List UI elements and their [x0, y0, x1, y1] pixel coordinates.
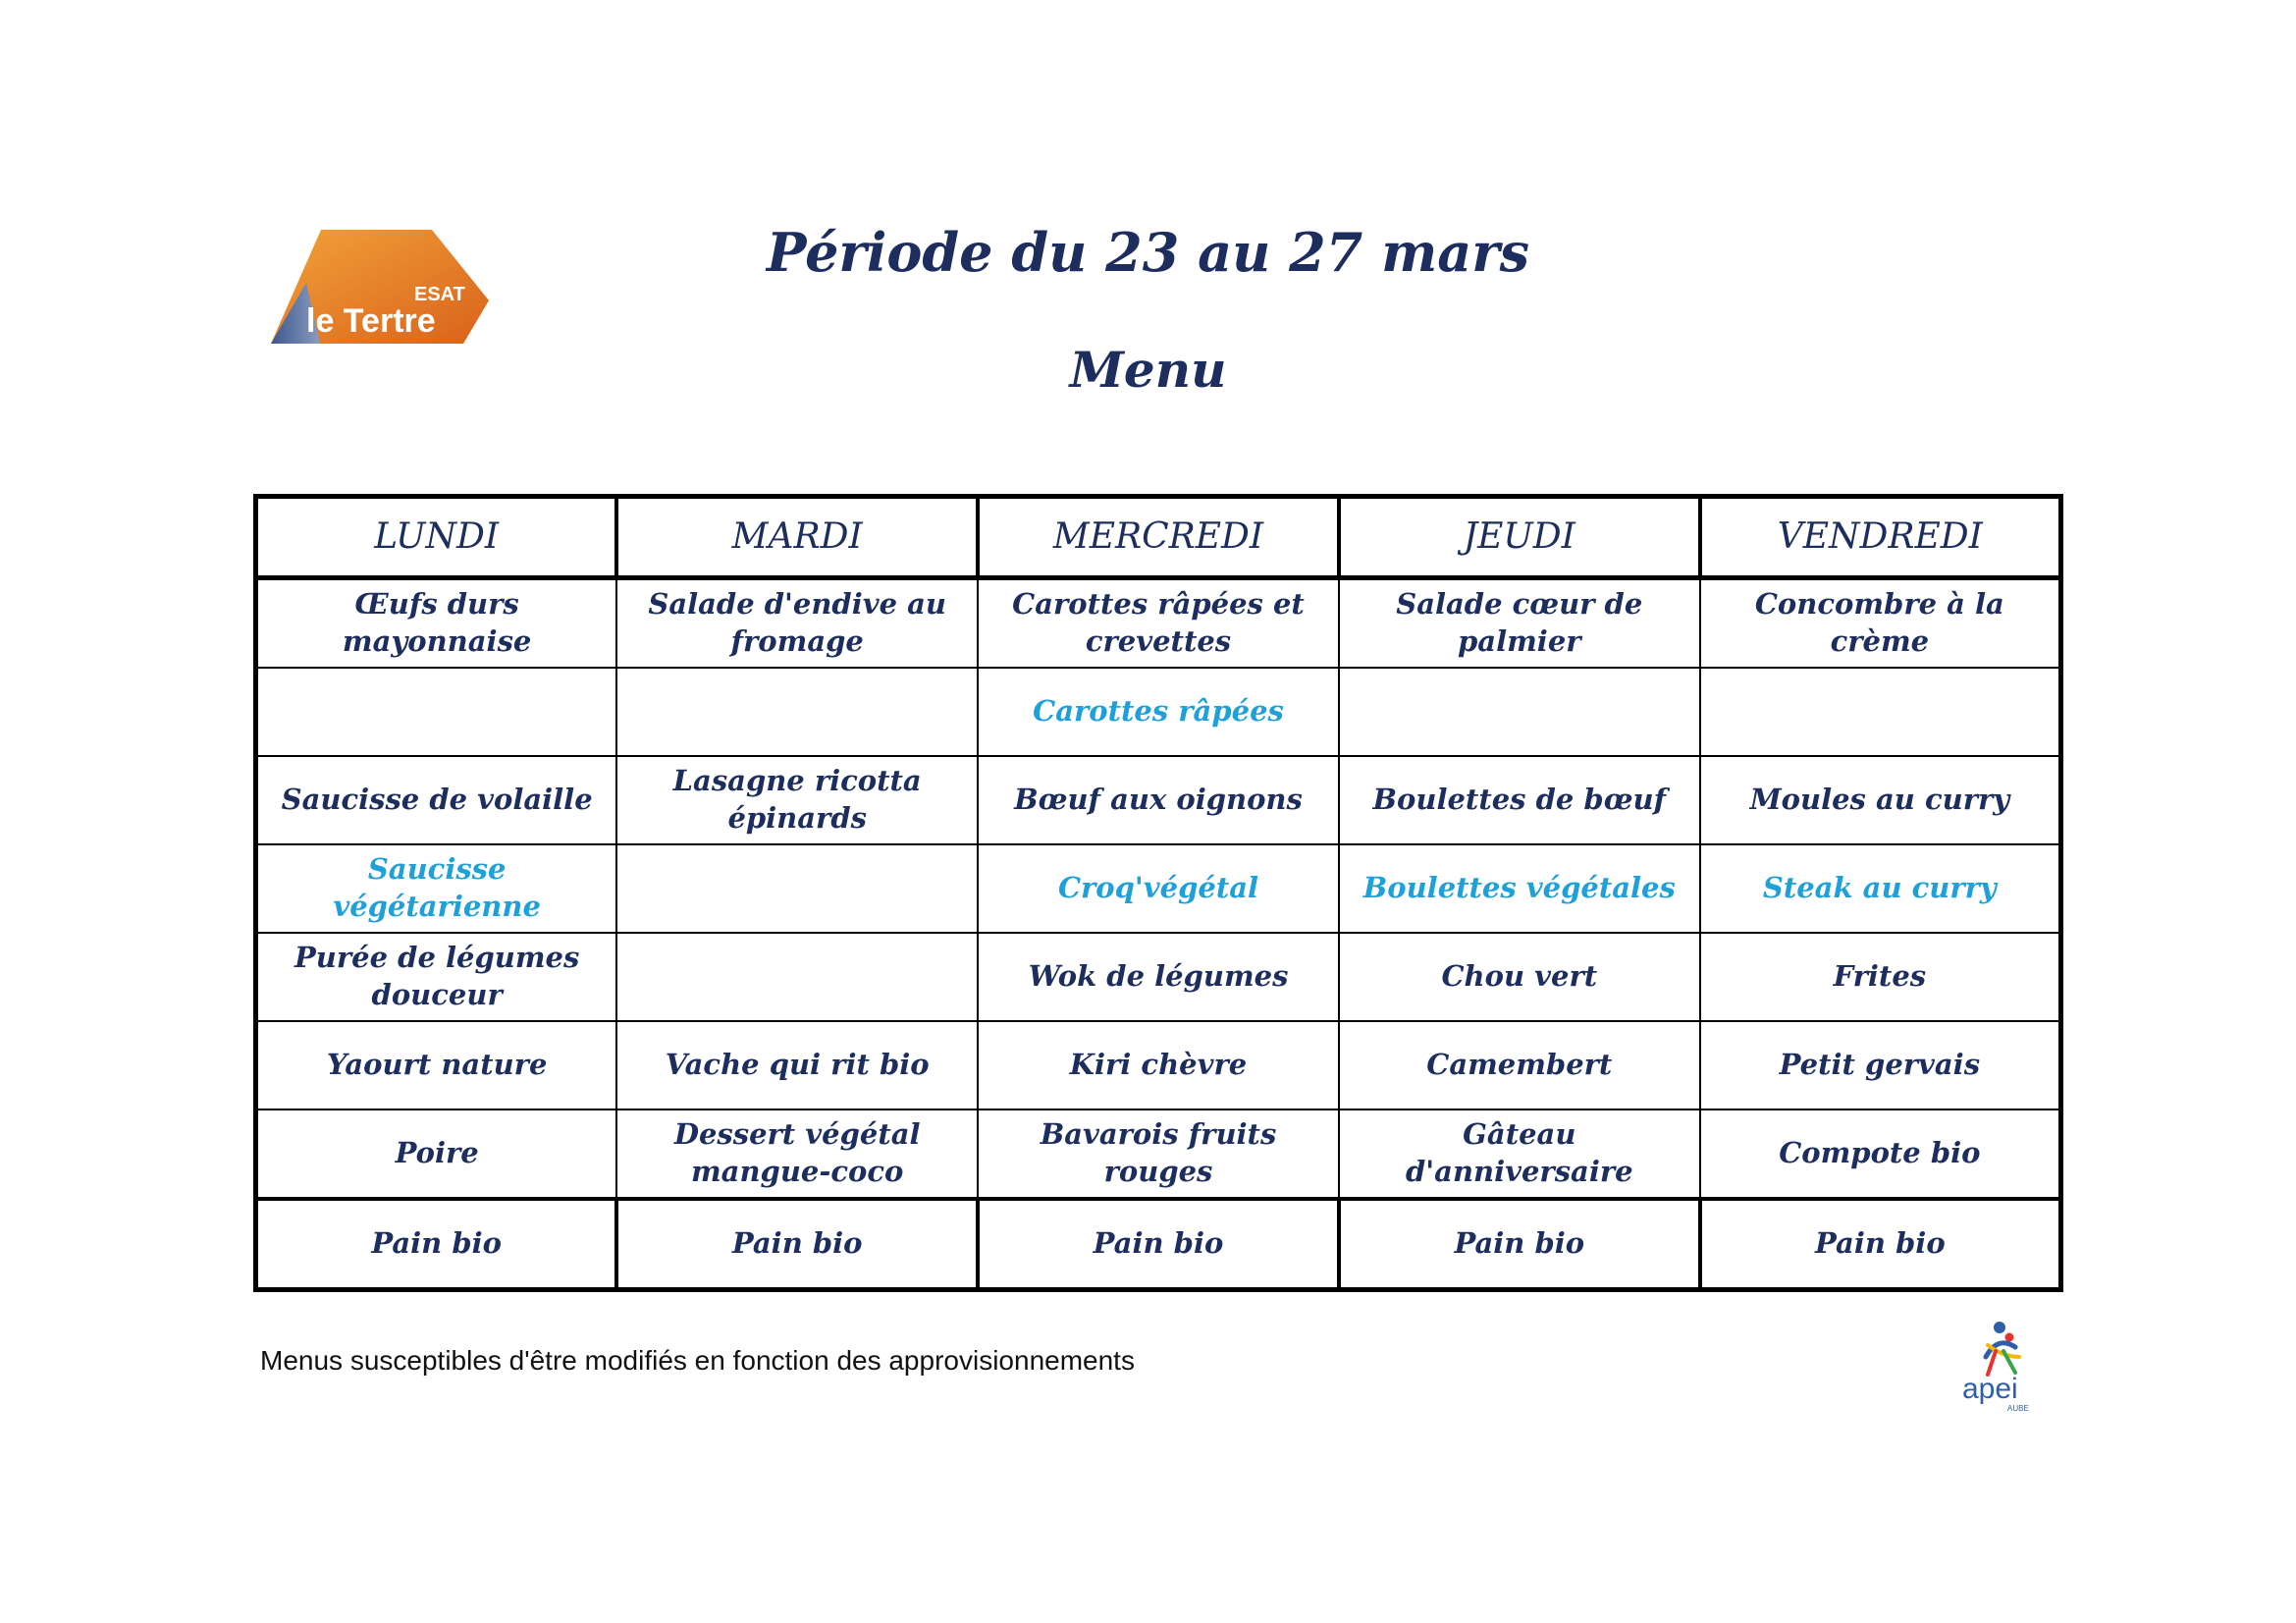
menu-cell: Yaourt nature	[256, 1021, 617, 1109]
menu-cell: Salade d'endive au fromage	[616, 578, 978, 669]
day-header-row	[256, 497, 2061, 578]
period-title: Période du 23 au 27 mars	[766, 221, 1530, 284]
menu-cell: Wok de légumes	[978, 933, 1339, 1021]
supply-disclaimer-note: Menus susceptibles d'être modifiés en fonction des approvisionnements	[260, 1345, 1135, 1376]
main-row	[256, 756, 2061, 844]
menu-cell: Compote bio	[1700, 1109, 2061, 1199]
menu-cell: Pain bio	[1339, 1199, 1700, 1290]
menu-cell-veg	[1700, 668, 2061, 756]
header-lundi: LUNDI	[256, 497, 617, 578]
starter-row	[256, 578, 2061, 669]
header-vendredi: VENDREDI	[1700, 497, 2061, 578]
menu-cell: Pain bio	[1700, 1199, 2061, 1290]
menu-cell: Vache qui rit bio	[616, 1021, 978, 1109]
menu-cell: Dessert végétal mangue-coco	[616, 1109, 978, 1199]
menu-cell: Œufs durs mayonnaise	[256, 578, 617, 669]
starter-veg-row	[256, 668, 2061, 756]
svg-text:AUBE: AUBE	[2007, 1404, 2029, 1413]
dairy-row	[256, 1021, 2061, 1109]
menu-cell: Pain bio	[616, 1199, 978, 1290]
menu-cell: Chou vert	[1339, 933, 1700, 1021]
side-row	[256, 933, 2061, 1021]
menu-cell-veg	[256, 668, 617, 756]
menu-cell: Concombre à la crème	[1700, 578, 2061, 669]
menu-cell-veg	[616, 844, 978, 933]
menu-cell: Salade cœur de palmier	[1339, 578, 1700, 669]
menu-cell-veg: Steak au curry	[1700, 844, 2061, 933]
menu-cell: Petit gervais	[1700, 1021, 2061, 1109]
menu-cell-veg: Boulettes végétales	[1339, 844, 1700, 933]
menu-cell: Frites	[1700, 933, 2061, 1021]
dessert-row	[256, 1109, 2061, 1199]
apei-aube-logo	[1958, 1318, 2047, 1416]
menu-cell: Gâteau d'anniversaire	[1339, 1109, 1700, 1199]
menu-cell-veg	[1339, 668, 1700, 756]
svg-text:le Tertre: le Tertre	[306, 302, 436, 340]
svg-text:apei: apei	[1962, 1373, 2018, 1405]
menu-cell	[616, 933, 978, 1021]
menu-cell: Boulettes de bœuf	[1339, 756, 1700, 844]
menu-cell: Pain bio	[256, 1199, 617, 1290]
menu-cell: Purée de légumes douceur	[256, 933, 617, 1021]
weekly-menu-table	[253, 494, 2063, 1292]
menu-title: Menu	[1069, 341, 1227, 399]
menu-cell-veg: Croq'végétal	[978, 844, 1339, 933]
menu-cell: Carottes râpées et crevettes	[978, 578, 1339, 669]
menu-cell: Lasagne ricotta épinards	[616, 756, 978, 844]
bread-row	[256, 1199, 2061, 1290]
menu-cell: Kiri chèvre	[978, 1021, 1339, 1109]
menu-cell: Bavarois fruits rouges	[978, 1109, 1339, 1199]
header-mardi: MARDI	[616, 497, 978, 578]
menu-cell: Poire	[256, 1109, 617, 1199]
main-veg-row	[256, 844, 2061, 933]
menu-cell-veg: Saucisse végétarienne	[256, 844, 617, 933]
menu-cell: Pain bio	[978, 1199, 1339, 1290]
menu-cell: Camembert	[1339, 1021, 1700, 1109]
menu-cell-veg	[616, 668, 978, 756]
svg-text:ESAT: ESAT	[414, 284, 465, 305]
menu-cell: Moules au curry	[1700, 756, 2061, 844]
menu-cell-veg: Carottes râpées	[978, 668, 1339, 756]
header-jeudi: JEUDI	[1339, 497, 1700, 578]
menu-cell: Saucisse de volaille	[256, 756, 617, 844]
menu-cell: Bœuf aux oignons	[978, 756, 1339, 844]
header-mercredi: MERCREDI	[978, 497, 1339, 578]
